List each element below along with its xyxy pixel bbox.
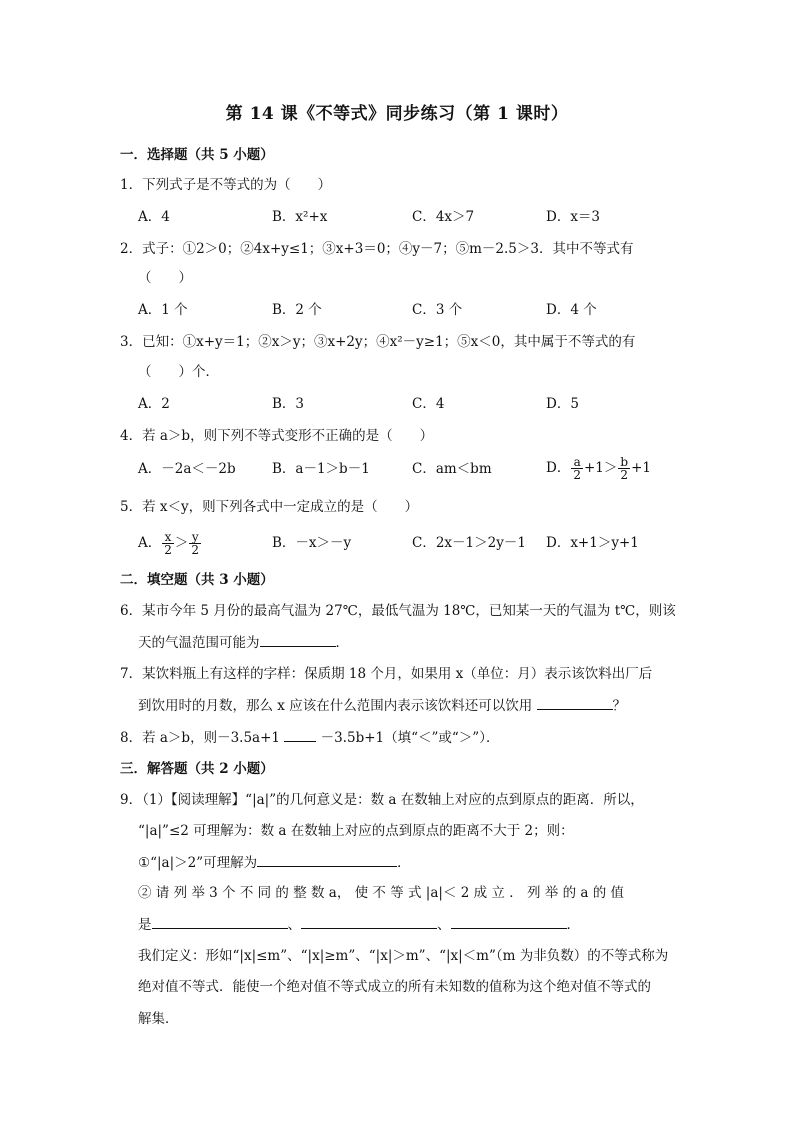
q3-option-b: B．3 <box>272 396 305 412</box>
question-3-stem-cont: （ ）个． <box>138 364 219 380</box>
q5-option-b: B．－x＞－y <box>272 535 352 551</box>
question-6-line-2 <box>138 632 349 653</box>
question-7-line-2 <box>138 695 626 716</box>
q4-d-fraction-a <box>571 456 583 481</box>
q6-period: ． <box>335 635 349 651</box>
question-9-line-1: 9．（1）【阅读理解】“|a|”的几何意义是：数 a 在数轴上对应的点到原点的距离．所以， <box>120 792 644 808</box>
q4-d-num-a: a <box>571 456 583 469</box>
q2-option-c: C．3 个 <box>412 302 463 318</box>
q9-value-blank-2[interactable] <box>301 914 437 929</box>
q3-option-a: A．2 <box>138 396 170 412</box>
question-9-line-6: 我们定义：形如“|x|≤m”、“|x|≥m”、“|x|＞m”、“|x|＜m”（m 为非负数）的不等式称为 <box>138 948 669 964</box>
q4-d-mid: +1＞ <box>583 460 618 476</box>
q9-separator-1: 、 <box>287 917 301 933</box>
page-title: 第 14 课《不等式》同步练习（第 1 课时） <box>225 104 569 124</box>
q9-item1-blank[interactable] <box>257 852 397 867</box>
q5-a-den-y: 2 <box>191 543 200 557</box>
q9-item2-period: ． <box>566 917 580 933</box>
q2-option-d: D．4 个 <box>546 302 597 318</box>
question-5-stem: 5．若 x＜y，则下列各式中一定成立的是（ ） <box>120 499 419 515</box>
q1-option-b: B．x²+x <box>272 209 328 225</box>
question-9-line-8: 解集． <box>138 1011 179 1027</box>
q5-a-den-x: 2 <box>164 543 172 557</box>
q5-a-num-x: x <box>162 531 174 544</box>
q9-separator-2: 、 <box>437 917 451 933</box>
q4-d-den-b: 2 <box>620 468 629 482</box>
question-1-stem: 1．下列式子是不等式的为（ ） <box>120 177 332 193</box>
question-9-line-4: ② 请 列 举 3 个 不 同 的 整 数 a， 使 不 等 式 |a|＜ 2 成 立 ． 列 举 的 a 的 值 <box>138 885 624 901</box>
q9-item1-period: ． <box>397 855 411 871</box>
question-9-line-3 <box>138 852 411 873</box>
q7-question-mark: ？ <box>612 698 626 714</box>
q5-a-num-y: y <box>189 531 201 544</box>
section-choice-heading: 一．选择题（共 5 小题） <box>120 147 274 163</box>
q4-option-c: C．am＜bm <box>412 461 492 477</box>
q8-answer-blank[interactable] <box>284 727 316 742</box>
q7-answer-blank[interactable] <box>537 695 613 710</box>
question-9-line-5 <box>138 914 580 935</box>
q6-text: 天的气温范围可能为 <box>138 635 260 651</box>
q2-option-b: B．2 个 <box>272 302 322 318</box>
q5-a-fraction-y <box>189 531 201 556</box>
q9-item2-text: 是 <box>138 917 152 933</box>
section-answer-heading: 三．解答题（共 2 小题） <box>120 761 274 777</box>
question-9-line-2: “|a|”≤2 可理解为：数 a 在数轴上对应的点到原点的距离不大于 2；则： <box>138 823 574 839</box>
q7-text: 到饮用时的月数，那么 x 应该在什么范围内表示该饮料还可以饮用 <box>138 698 533 714</box>
q5-a-mid: ＞ <box>174 535 189 551</box>
q5-a-prefix: A． <box>138 535 162 551</box>
section-fill-heading: 二．填空题（共 3 小题） <box>120 572 274 588</box>
q8-text-before: 8．若 a＞b，则－3.5a+1 <box>120 730 280 746</box>
q5-a-fraction-x <box>162 531 174 556</box>
question-7-line-1: 7．某饮料瓶上有这样的字样：保质期 18 个月，如果用 x（单位：月）表示该饮料出厂后 <box>120 666 653 682</box>
q4-d-prefix: D． <box>546 460 571 476</box>
q8-text-after: －3.5b+1（填“＜”或“＞”）． <box>320 730 500 746</box>
q3-option-d: D．5 <box>546 396 579 412</box>
q2-option-a: A．1 个 <box>138 302 188 318</box>
q1-option-c: C．4x＞7 <box>412 209 475 225</box>
q4-option-a: A．－2a＜－2b <box>138 461 236 477</box>
q1-option-a: A．4 <box>138 209 170 225</box>
question-6-line-1: 6．某市今年 5 月份的最高气温为 27℃，最低气温为 18℃，已知某一天的气温为 t℃，则该 <box>120 603 676 619</box>
question-3-stem: 3．已知：①x+y＝1；②x＞y；③x+2y；④x²－y≥1；⑤x＜0，其中属于不等式的有 <box>120 334 636 350</box>
question-4-stem: 4．若 a＞b，则下列不等式变形不正确的是（ ） <box>120 428 434 444</box>
q4-d-fraction-b <box>618 456 630 481</box>
q4-option-b: B．a－1＞b－1 <box>272 461 370 477</box>
q3-option-c: C．4 <box>412 396 445 412</box>
q5-option-c: C．2x－1＞2y－1 <box>412 535 526 551</box>
q9-value-blank-1[interactable] <box>152 914 288 929</box>
q4-d-num-b: b <box>620 455 629 469</box>
q4-d-suffix: +1 <box>631 460 651 476</box>
question-9-line-7: 绝对值不等式．能使一个绝对值不等式成立的所有未知数的值称为这个绝对值不等式的 <box>138 979 651 995</box>
q9-value-blank-3[interactable] <box>451 914 567 929</box>
question-8 <box>120 727 499 748</box>
q5-option-d: D．x+1＞y+1 <box>546 535 639 551</box>
question-2-stem: 2．式子：①2＞0；②4x+y≤1；③x+3＝0；④y－7；⑤m－2.5＞3．其中不等式有 <box>120 241 634 257</box>
question-2-stem-cont: （ ） <box>138 270 192 286</box>
q5-option-a <box>138 527 202 559</box>
q6-answer-blank[interactable] <box>260 632 336 647</box>
q9-item1-text: ①“|a|＞2”可理解为 <box>138 855 258 871</box>
q1-option-d: D．x＝3 <box>546 209 601 225</box>
q4-option-d <box>546 452 651 484</box>
q4-d-den-a: 2 <box>573 468 581 482</box>
